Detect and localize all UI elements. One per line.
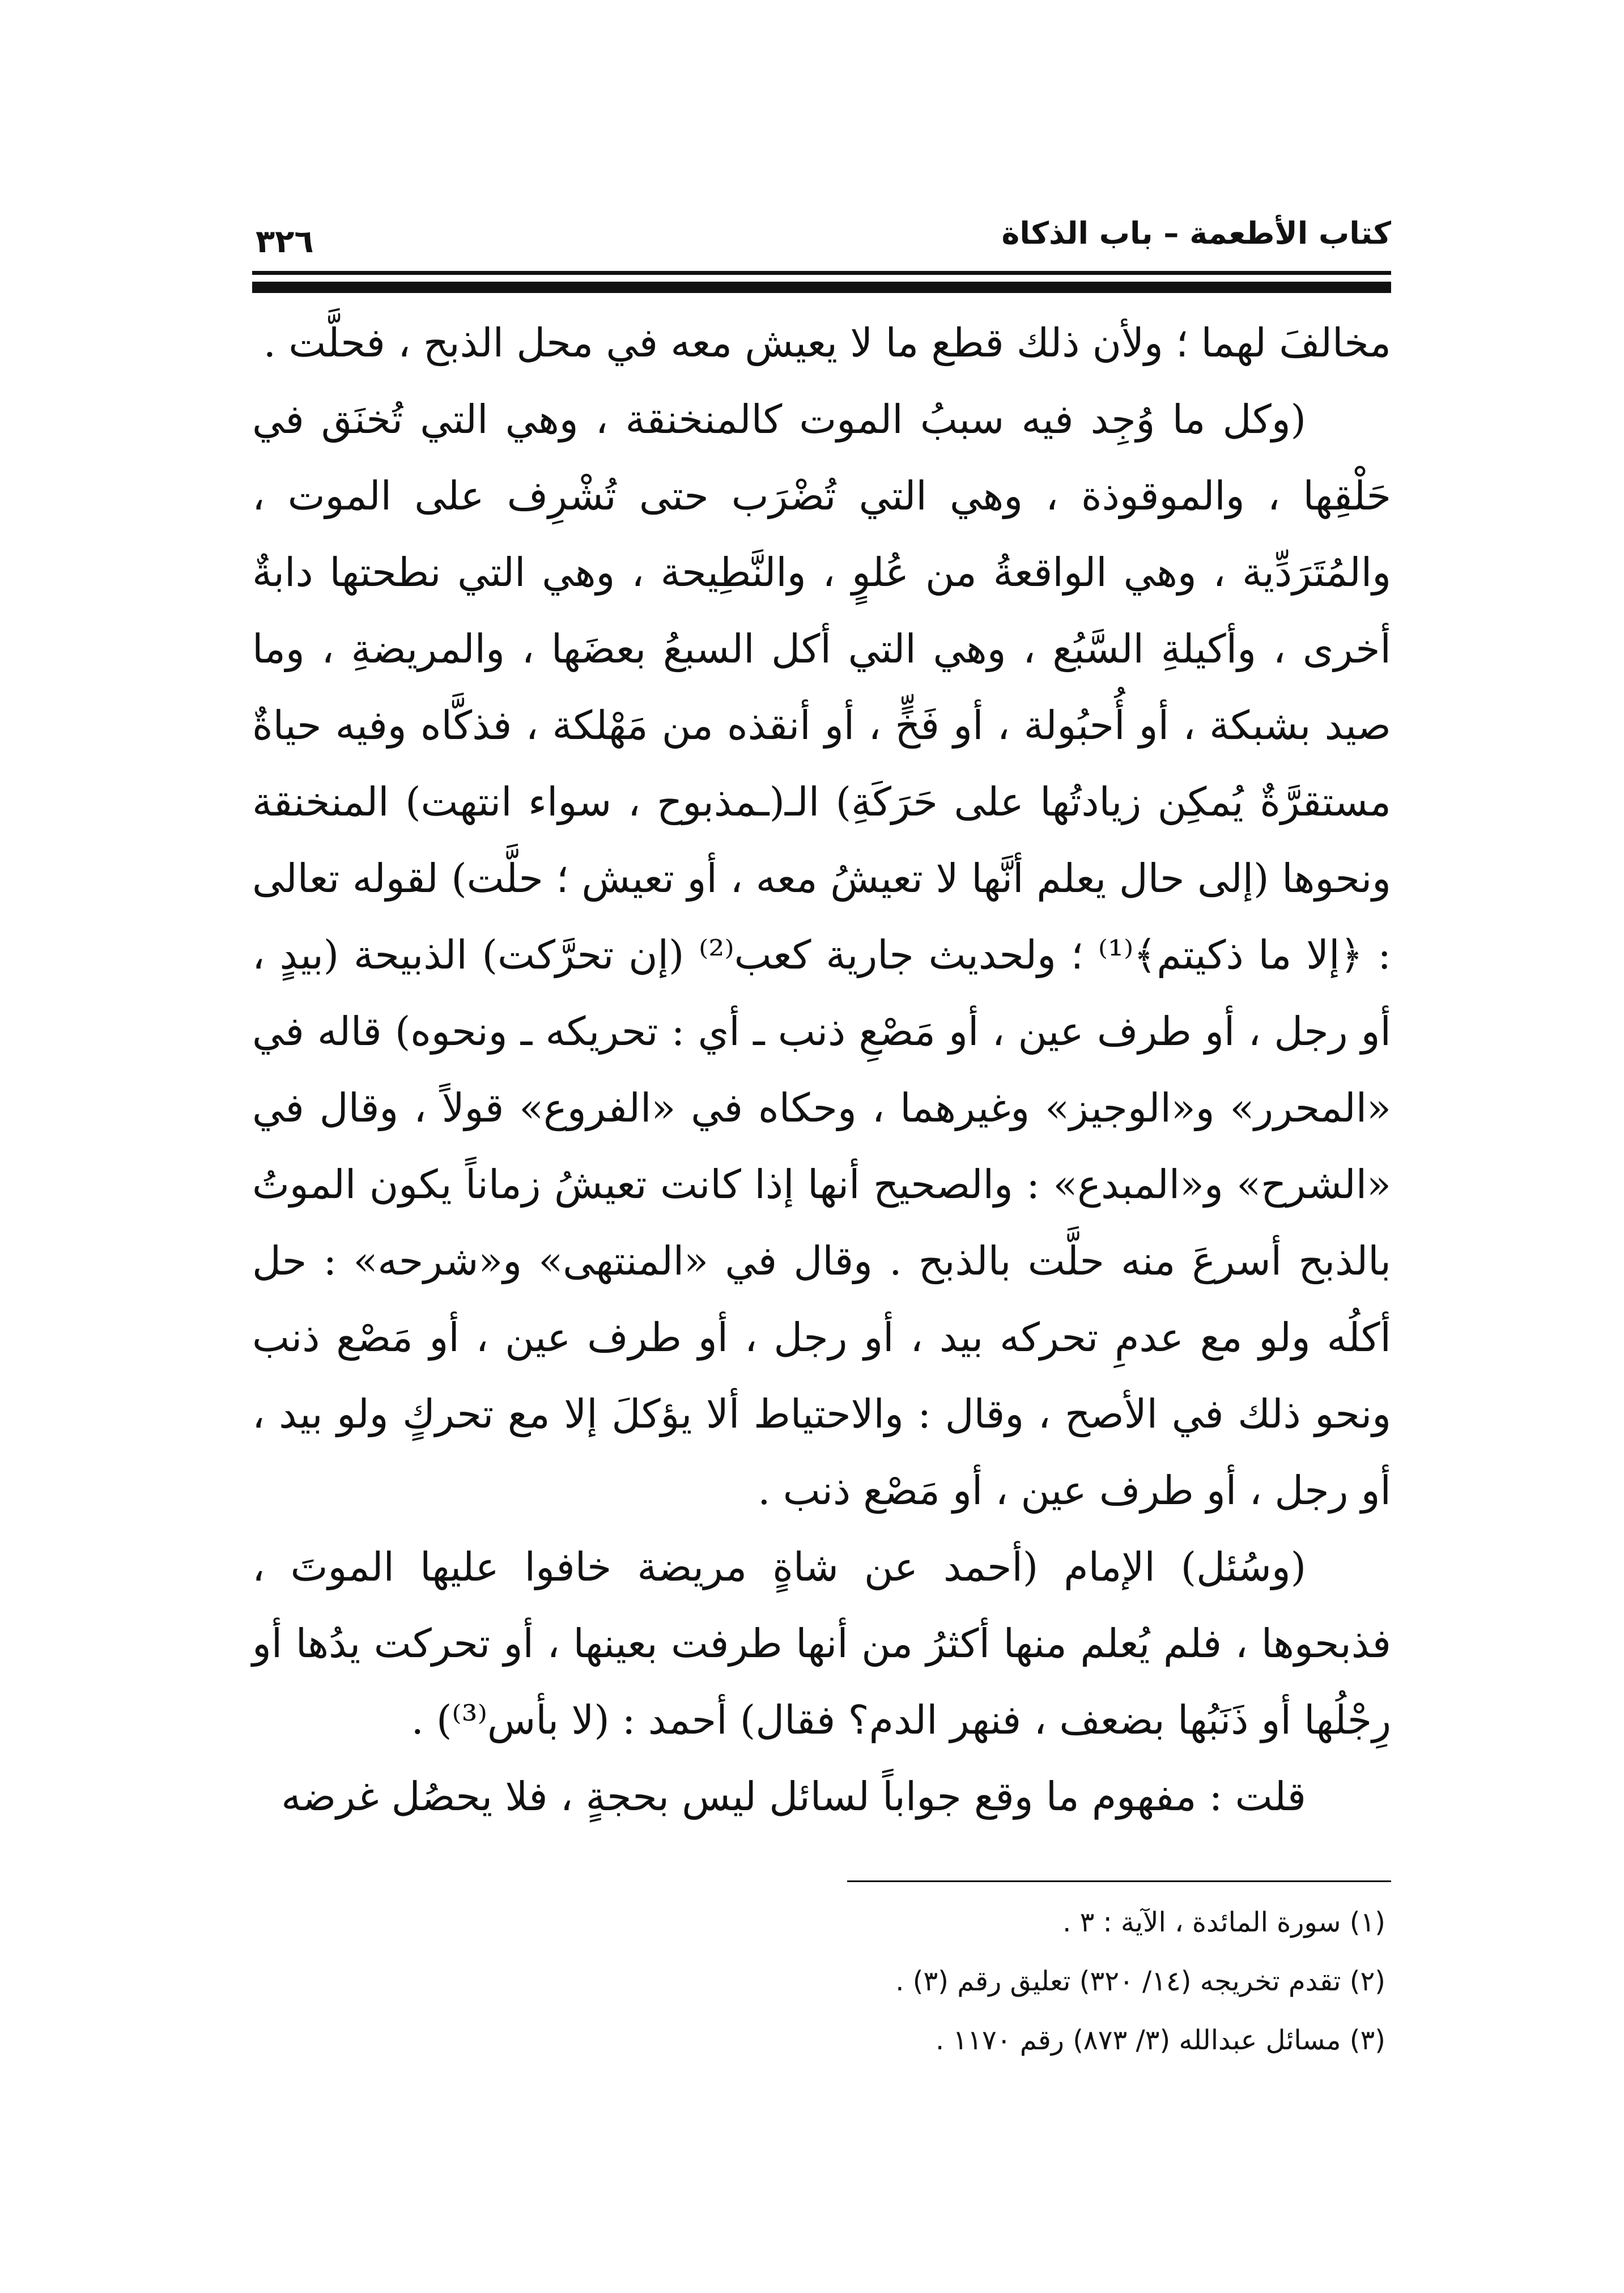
header-rule-thin xyxy=(252,271,1391,275)
main-text xyxy=(252,305,1391,1835)
paragraph: قلت : مفهوم ما وقع جواباً لسائل ليس بحجةٍ ، فلا يحصُل غرضه xyxy=(281,1773,1306,1820)
paragraph: (وسُئل) الإمام (أحمد عن شاةٍ مريضة خافوا عليها الموتَ ، فذبحوها ، فلم يُعلم منها أكثرُ من أنها طرفت بعينها ، أو تحركت يدُها أو رِجْلُها أو ذَنَبُها بضعف ، فنهر الدم؟ فقال) أحمد : (لا بأس⁽³⁾) . xyxy=(252,1544,1391,1743)
paragraph-continuation: مخالفَ لهما ؛ ولأن ذلك قطع ما لا يعيش معه في محل الذبح ، فحلَّت . xyxy=(263,320,1391,366)
footnote-separator xyxy=(847,1880,1391,1882)
chapter-title: كتاب الأطعمة – باب الذكاة xyxy=(1001,215,1391,251)
footnotes xyxy=(252,1893,1391,2070)
page-number: ٣٢٦ xyxy=(256,223,314,260)
footnote-3: (٣) مسائل عبدالله (٣/ ٨٧٣) رقم ١١٧٠ . xyxy=(935,2024,1385,2056)
paragraph: (وكل ما وُجِد فيه سببُ الموت كالمنخنقة ، وهي التي تُخنَق في حَلْقِها ، والموقوذة ، وهي التي تُضْرَب حتى تُشْرِف على الموت ، والمُتَرَدِّية ، وهي الواقعةُ من عُلوٍ ، والنَّطِيحة ، وهي التي نطحتها دابةٌ أخرى ، وأكيلةِ السَّبُع ، وهي التي أكل السبعُ بعضَها ، والمريضةِ ، وما صيد بشبكة ، أو أُحبُولة ، أو فَخٍّ ، أو أنقذه من مَهْلكة ، فذكَّاه وفيه حياةٌ مستقرَّةٌ يُمكِن زيادتُها على حَرَكَةِ) الـ(ـمذبوح ، سواء انتهت) المنخنقة ونحوها (إلى حال يعلم أنَّها لا تعيشُ معه ، أو تعيش ؛ حلَّت) لقوله تعالى : ﴿إلا ما ذكيتم﴾⁽¹⁾ ؛ ولحديث جارية كعب⁽²⁾ (إن تحرَّكت) الذبيحة (بيدٍ ، أو رجل ، أو طرف عين ، أو مَصْعِ ذنب ـ أي : تحريكه ـ ونحوه) قاله في «المحرر» و«الوجيز» وغيرهما ، وحكاه في «الفروع» قولاً ، وقال في «الشرح» و«المبدع» : والصحيح أنها إذا كانت تعيشُ زماناً يكون الموتُ بالذبح أسرعَ منه حلَّت بالذبح . وقال في «المنتهى» و«شرحه» : حل أكلُه ولو مع عدمِ تحركه بيد ، أو رجل ، أو طرف عين ، أو مَصْع ذنب ونحو ذلك في الأصح ، وقال : والاحتياط ألا يؤكلَ إلا مع تحركٍ ولو بيد ، أو رجل ، أو طرف عين ، أو مَصْع ذنب . xyxy=(252,396,1391,1514)
footnote-1: (١) سورة المائدة ، الآية : ٣ . xyxy=(1062,1906,1385,1938)
footnote-2: (٢) تقدم تخريجه (١٤/ ٣٢٠) تعليق رقم (٣) . xyxy=(895,1965,1385,1997)
running-header xyxy=(252,215,1391,272)
header-rule-thick xyxy=(252,282,1391,293)
